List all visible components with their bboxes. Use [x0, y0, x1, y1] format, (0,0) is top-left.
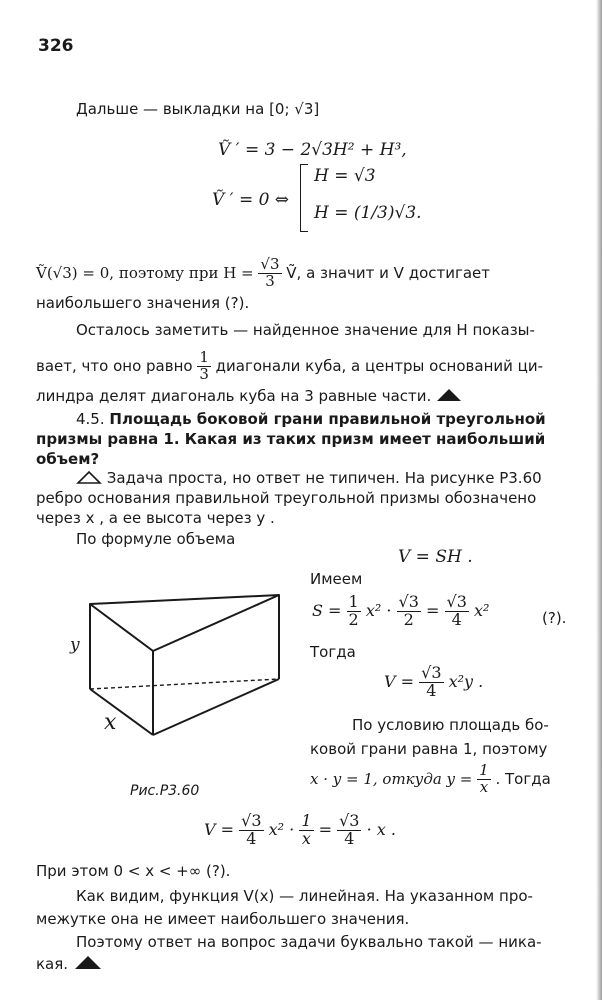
figure-label-y: y	[70, 635, 80, 655]
fraction-half	[347, 594, 361, 629]
end-proof-triangle-icon	[73, 955, 103, 970]
prism-top-face	[90, 595, 279, 651]
have-label: Имеем	[310, 570, 363, 588]
problem-line1: Площадь боковой грани правильной треугольной	[109, 410, 546, 428]
fraction-numerator: 1	[479, 761, 489, 779]
equals-sign: =	[318, 819, 332, 839]
fraction-numerator: 1	[348, 592, 359, 611]
equation-v-sh: V = SH .	[398, 547, 473, 567]
fraction-one-over-x	[299, 813, 313, 848]
line-max-value: наибольшего значения (?).	[36, 294, 250, 312]
fraction-one-third	[197, 350, 211, 383]
condition-line3-end: . Тогда	[495, 769, 551, 788]
x-squared: x²	[473, 600, 490, 620]
conclusion-line2: межутке она не имеет наибольшего значения.	[36, 910, 410, 928]
line-equal-end: диагонали куба, а центры оснований ци-	[215, 356, 544, 375]
fraction-denominator: 4	[451, 609, 462, 629]
line-remains: Осталось заметить — найденное значение для H показы-	[76, 321, 535, 339]
equation-v-label: V =	[384, 671, 415, 691]
conclusion-line4-text: кая.	[36, 955, 69, 973]
fraction-numerator: √3	[241, 811, 262, 830]
problem-line2: призмы равна 1. Какая из таких призм имеет наибольший	[36, 430, 546, 448]
solution-line1-text: Задача проста, но ответ не типичен. На рисунке Р3.60	[106, 469, 542, 487]
fraction-numerator: 1	[301, 811, 312, 830]
equation-s	[312, 594, 489, 629]
fraction-numerator: √3	[339, 811, 360, 830]
line-equal-start: вает, что оно равно	[36, 356, 193, 375]
fraction-numerator: √3	[260, 255, 280, 273]
equation-final	[204, 813, 396, 848]
fraction-denominator: 4	[246, 828, 257, 848]
domain-line: При этом 0 < x < +∞ (?).	[36, 862, 231, 880]
fraction-numerator: √3	[398, 592, 419, 611]
condition-line3-start: x · y = 1, откуда y =	[310, 769, 473, 788]
conclusion-line3: Поэтому ответ на вопрос задачи буквально такой — ника-	[76, 933, 542, 951]
problem-number: 4.5.	[76, 410, 105, 428]
line-v-sqrt3	[36, 257, 490, 290]
fraction-sqrt3-over-2	[397, 594, 421, 629]
line-divide	[36, 387, 462, 405]
equation-h-third: H = (1/3)√3.	[314, 203, 422, 223]
fraction-sqrt3-over-4	[445, 594, 469, 629]
conclusion-line1: Как видим, функция V(x) — линейная. На указанном про-	[76, 887, 533, 905]
reference-question: (?).	[542, 609, 567, 627]
fraction-denominator: x	[301, 828, 311, 848]
problem-line3: объем?	[36, 450, 100, 468]
equation-h-sqrt3: H = √3	[314, 166, 376, 186]
fraction-sqrt3-over-4	[239, 813, 263, 848]
fraction-denominator: 3	[265, 271, 275, 290]
figure-caption: Рис.Р3.60	[130, 783, 200, 799]
x-squared: x²	[365, 600, 382, 620]
final-eq-mid: x² ·	[268, 819, 295, 839]
page-number: 326	[38, 36, 74, 56]
line-v-sqrt3-start: Ṽ(√3) = 0, поэтому при H =	[36, 263, 254, 282]
fraction-sqrt3-over-4	[337, 813, 361, 848]
page-edge-shadow	[596, 0, 602, 1000]
by-formula: По формуле объема	[76, 530, 236, 548]
equation-v-label: V =	[204, 819, 235, 839]
conclusion-line4	[36, 955, 103, 973]
condition-line3	[310, 763, 551, 796]
solution-line3: через x , а ее высота через y .	[36, 509, 275, 527]
line-equal	[36, 350, 543, 383]
figure-label-x: x	[104, 710, 117, 735]
condition-line1: По условию площадь бо-	[352, 716, 549, 734]
line-divide-text: линдра делят диагональ куба на 3 равные части.	[36, 387, 432, 405]
fraction-numerator: 1	[199, 348, 209, 366]
fraction-sqrt3-over-3	[258, 257, 281, 290]
fraction-one-over-x	[477, 763, 491, 796]
solution-line2: ребро основания правильной треугольной призмы обозначено	[36, 489, 537, 507]
fraction-numerator: √3	[446, 592, 467, 611]
fraction-sqrt3-over-4	[419, 665, 443, 700]
solution-line1	[76, 469, 542, 487]
prism-figure	[60, 585, 300, 745]
line-v-sqrt3-end: Ṽ, а значит и V достигает	[286, 263, 491, 282]
problem-title-line1	[76, 410, 546, 428]
fraction-denominator: 3	[199, 364, 209, 383]
system-bracket	[300, 164, 308, 232]
equation-v-x2y	[384, 665, 483, 700]
then-label: Тогда	[310, 643, 356, 661]
equation-vprime: Ṽ ′ = 3 − 2√3H² + H³,	[218, 140, 407, 160]
prism-hidden-edge	[90, 679, 279, 689]
start-solution-triangle-icon	[76, 470, 102, 485]
final-eq-end: · x .	[366, 819, 396, 839]
equation-s-label: S =	[312, 600, 342, 620]
prism-bottom-front-left	[90, 689, 153, 735]
equation-system-left: Ṽ ′ = 0 ⇔	[212, 190, 290, 210]
fraction-denominator: x	[479, 777, 489, 796]
end-proof-triangle-icon	[436, 388, 462, 402]
dot-operator: ·	[386, 600, 392, 620]
x2y-term: x²y .	[448, 671, 484, 691]
fraction-denominator: 4	[344, 828, 355, 848]
fraction-denominator: 2	[348, 609, 359, 629]
condition-line2: ковой грани равна 1, поэтому	[310, 740, 548, 758]
fraction-denominator: 2	[403, 609, 414, 629]
fraction-numerator: √3	[421, 663, 442, 682]
fraction-denominator: 4	[426, 680, 437, 700]
equals-sign: =	[426, 600, 440, 620]
line-next: Дальше — выкладки на [0; √3]	[76, 100, 320, 118]
prism-bottom-front-right	[153, 679, 279, 735]
